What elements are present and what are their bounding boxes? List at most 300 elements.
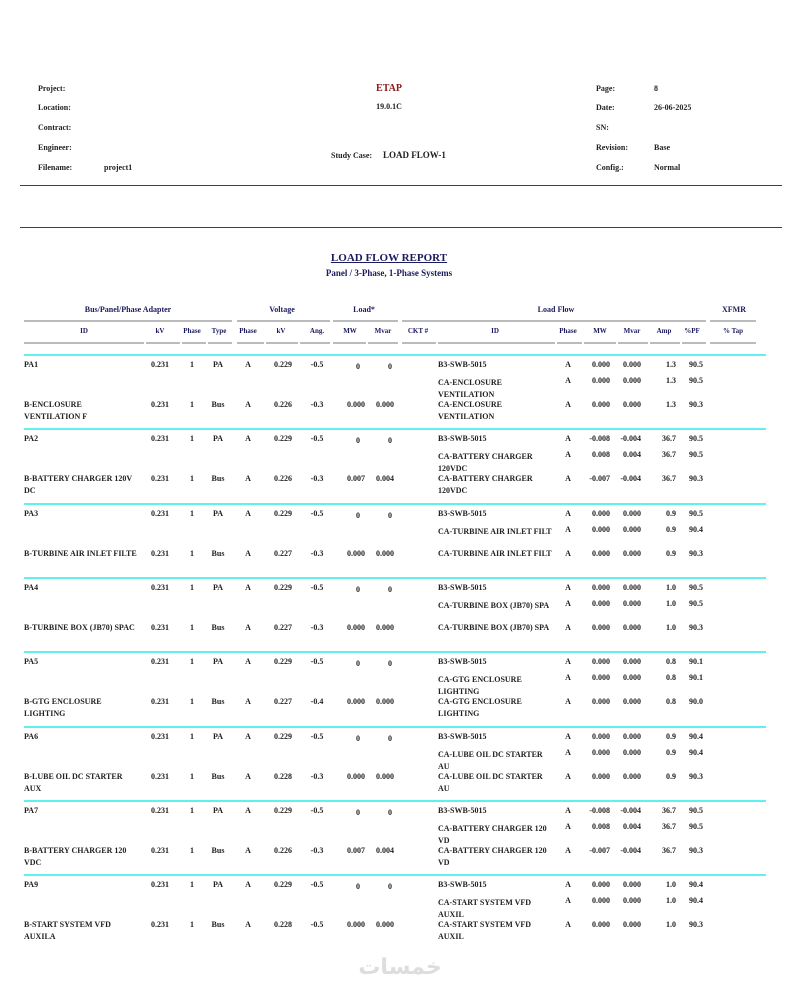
cell: 0	[356, 584, 360, 594]
column-header: ID	[491, 327, 499, 335]
cell: 0.000	[592, 376, 610, 385]
cell: 0.000	[592, 582, 610, 592]
report-subtitle: Panel / 3-Phase, 1-Phase Systems	[325, 268, 453, 278]
cell: 0.9	[666, 731, 676, 741]
cell: -0.007	[589, 474, 610, 484]
cell: 0.229	[274, 508, 292, 518]
cell: 90.5	[689, 508, 703, 518]
column-header: Ang.	[309, 327, 325, 335]
cell: 0.000	[376, 548, 394, 558]
cell: 0.000	[623, 657, 641, 667]
cell: 0.228	[274, 920, 292, 930]
cell: 0.000	[623, 920, 641, 930]
divider	[20, 185, 782, 186]
cell: 1.3	[666, 376, 676, 385]
cell: -0.5	[310, 508, 324, 518]
cell: 0	[388, 807, 392, 817]
cell: Bus	[211, 622, 225, 632]
cell: 90.5	[689, 805, 703, 815]
cell: A	[245, 434, 251, 444]
column-underline	[237, 342, 264, 344]
cell: 0.229	[274, 880, 292, 890]
column-underline	[710, 342, 756, 344]
cell: 1	[190, 622, 194, 632]
group-header: Load*	[353, 305, 375, 314]
cell: 36.7	[662, 845, 676, 855]
load-id: CA-BATTERY CHARGER 120 VD	[438, 823, 547, 845]
column-header: Mvar	[374, 327, 392, 335]
cell: A	[565, 673, 571, 683]
cell: 90.5	[689, 582, 703, 592]
cell: A	[565, 400, 571, 409]
cell: A	[565, 896, 571, 906]
cell: 90.5	[689, 360, 703, 369]
cell: 1	[190, 845, 194, 855]
cell: 0.000	[623, 697, 641, 707]
column-underline	[266, 342, 298, 344]
cell: 90.5	[689, 376, 703, 385]
block-separator	[24, 726, 766, 728]
cell: -0.5	[310, 731, 324, 741]
column-underline	[146, 342, 180, 344]
filename-label: Filename:	[38, 163, 73, 172]
cell: 0.000	[623, 582, 641, 592]
column-header: Mvar	[623, 327, 641, 335]
cell: A	[565, 598, 571, 608]
cell: 1	[190, 508, 194, 518]
app-version: 19.0.1C	[376, 102, 402, 111]
cell: 0.000	[623, 508, 641, 518]
cell: 1	[190, 360, 194, 369]
column-header: kV	[155, 327, 165, 335]
cell: 0.008	[592, 821, 610, 831]
cell: 0.000	[592, 400, 610, 409]
cell: 0	[356, 807, 360, 817]
block-separator	[24, 354, 766, 356]
cell: -0.008	[589, 434, 610, 444]
column-header: Phase	[183, 327, 201, 335]
load-id: CA-GTG ENCLOSURE LIGHTING	[438, 675, 522, 697]
cell: -0.004	[620, 805, 641, 815]
cell: -0.004	[620, 474, 641, 484]
bus-id: B-START SYSTEM VFD AUXILA	[24, 920, 111, 942]
cell: 0.226	[274, 400, 292, 409]
bus-id: B-TURBINE AIR INLET FILTE	[24, 548, 137, 558]
cell: 90.0	[689, 697, 703, 707]
cell: 0.000	[592, 548, 610, 558]
cell: 0.231	[151, 920, 169, 930]
column-header: kV	[276, 327, 286, 335]
cell: -0.5	[310, 582, 324, 592]
cell: A	[245, 697, 251, 707]
cell: A	[565, 821, 571, 831]
cell: A	[245, 880, 251, 890]
cell: 0	[356, 362, 360, 371]
cell: A	[565, 747, 571, 757]
cell: PA	[212, 805, 224, 815]
cell: 0.9	[666, 508, 676, 518]
cell: A	[565, 880, 571, 890]
cell: 90.4	[689, 747, 703, 757]
cell: 0.004	[376, 474, 394, 484]
group-header: XFMR	[722, 305, 746, 314]
load-id: CA-ENCLOSURE VENTILATION	[438, 378, 503, 399]
cell: 0.229	[274, 731, 292, 741]
cell: A	[565, 508, 571, 518]
cell: 0.9	[666, 548, 676, 558]
cell: A	[245, 622, 251, 632]
cell: 0.231	[151, 582, 169, 592]
block-separator	[24, 503, 766, 505]
feeder-id: B3-SWB-5015	[438, 880, 487, 890]
cell: 0	[388, 882, 392, 892]
cell: 0.231	[151, 731, 169, 741]
cell: 0.227	[274, 697, 292, 707]
column-underline	[682, 342, 706, 344]
cell: A	[565, 376, 571, 385]
column-header: CKT #	[407, 327, 429, 335]
cell: A	[565, 697, 571, 707]
cell: 90.3	[689, 845, 703, 855]
bus-id: B-GTG ENCLOSURE LIGHTING	[24, 697, 102, 719]
column-header: MW	[343, 327, 357, 335]
cell: 36.7	[662, 434, 676, 444]
cell: 0.000	[347, 771, 365, 781]
cell: -0.004	[620, 434, 641, 444]
page-label: Page:	[596, 84, 616, 93]
location-label: Location:	[38, 103, 71, 112]
cell: 0.008	[592, 450, 610, 460]
cell: -0.3	[310, 474, 324, 484]
block-separator	[24, 428, 766, 430]
cell: 1	[190, 731, 194, 741]
cell: PA	[212, 434, 224, 444]
cell: 1.3	[666, 400, 676, 409]
config-label: Config.:	[596, 163, 624, 172]
cell: 0.004	[623, 450, 641, 460]
load-id: CA-BATTERY CHARGER 120VDC	[438, 474, 533, 496]
panel-id: PA6	[24, 731, 39, 741]
load-id: CA-LUBE OIL DC STARTER AU	[438, 749, 543, 771]
cell: 0.231	[151, 548, 169, 558]
cell: 0.000	[592, 697, 610, 707]
cell: 90.4	[689, 524, 703, 534]
load-id: CA-TURBINE AIR INLET FILT	[438, 548, 552, 558]
load-id: CA-START SYSTEM VFD AUXIL	[438, 898, 532, 920]
cell: 1	[190, 548, 194, 558]
cell: 90.3	[689, 474, 703, 484]
group-underline	[402, 320, 706, 322]
cell: 0.231	[151, 434, 169, 444]
column-header: MW	[593, 327, 607, 335]
report-title: LOAD FLOW REPORT	[330, 252, 448, 264]
cell: Bus	[211, 845, 225, 855]
cell: -0.004	[620, 845, 641, 855]
column-header: Phase	[239, 327, 257, 335]
cell: 36.7	[662, 805, 676, 815]
column-header: Phase	[559, 327, 577, 335]
cell: A	[565, 771, 571, 781]
cell: 90.5	[689, 598, 703, 608]
cell: -0.008	[589, 805, 610, 815]
cell: 0.000	[376, 622, 394, 632]
cell: 0.231	[151, 474, 169, 484]
column-underline	[557, 342, 582, 344]
cell: A	[565, 731, 571, 741]
load-id: CA-GTG ENCLOSURE LIGHTING	[438, 697, 522, 719]
cell: 0	[356, 733, 360, 743]
cell: 0.004	[376, 845, 394, 855]
cell: 0.227	[274, 548, 292, 558]
cell: Bus	[211, 920, 225, 930]
cell: A	[565, 920, 571, 930]
panel-id: PA2	[24, 434, 39, 444]
block-separator	[24, 577, 766, 579]
cell: 1	[190, 434, 194, 444]
cell: 0.231	[151, 805, 169, 815]
cell: Bus	[211, 400, 225, 409]
group-header: Bus/Panel/Phase Adapter	[84, 305, 172, 314]
app-name: ETAP	[376, 83, 402, 94]
cell: 36.7	[662, 450, 676, 460]
cell: -0.3	[310, 622, 324, 632]
column-underline	[24, 342, 144, 344]
cell: 0.000	[376, 400, 394, 409]
cell: A	[245, 582, 251, 592]
cell: -0.4	[310, 697, 324, 707]
cell: 90.5	[689, 821, 703, 831]
cell: 0.226	[274, 474, 292, 484]
date-value: 26-06-2025	[654, 103, 692, 112]
revision-value: Base	[654, 143, 670, 152]
cell: 0.231	[151, 622, 169, 632]
cell: 0.229	[274, 582, 292, 592]
cell: A	[565, 524, 571, 534]
cell: 0	[388, 584, 392, 594]
cell: 0.004	[623, 821, 641, 831]
column-underline	[333, 342, 366, 344]
cell: A	[245, 548, 251, 558]
cell: A	[565, 657, 571, 667]
column-header: Amp	[656, 327, 672, 335]
cell: 0	[388, 436, 392, 446]
cell: 90.3	[689, 920, 703, 930]
cell: 0.231	[151, 697, 169, 707]
cell: 0.000	[592, 657, 610, 667]
cell: 36.7	[662, 474, 676, 484]
cell: 0.000	[347, 400, 365, 409]
cell: A	[245, 845, 251, 855]
block-separator	[24, 651, 766, 653]
cell: 1	[190, 400, 194, 409]
block-separator	[24, 874, 766, 876]
feeder-id: B3-SWB-5015	[438, 434, 487, 444]
cell: 0.229	[274, 434, 292, 444]
cell: A	[245, 771, 251, 781]
cell: A	[245, 657, 251, 667]
cell: -0.5	[310, 434, 324, 444]
cell: 0.8	[666, 657, 676, 667]
cell: 0.9	[666, 524, 676, 534]
feeder-id: B3-SWB-5015	[438, 805, 487, 815]
cell: 1	[190, 771, 194, 781]
cell: 0.000	[592, 622, 610, 632]
bus-id: B-BATTERY CHARGER 120V DC	[24, 474, 133, 496]
cell: 90.1	[689, 673, 703, 683]
cell: Bus	[211, 697, 225, 707]
config-value: Normal	[654, 163, 681, 172]
bus-id: B-LUBE OIL DC STARTER AUX	[24, 771, 123, 793]
panel-id: PA7	[24, 805, 39, 815]
cell: 0.226	[274, 845, 292, 855]
cell: 90.4	[689, 731, 703, 741]
cell: -0.5	[310, 805, 324, 815]
column-underline	[368, 342, 398, 344]
cell: -0.3	[310, 845, 324, 855]
page-value: 8	[654, 84, 658, 93]
panel-id: PA5	[24, 657, 39, 667]
cell: 0.000	[592, 598, 610, 608]
cell: 0	[356, 436, 360, 446]
cell: 0.000	[592, 920, 610, 930]
cell: 0	[356, 882, 360, 892]
cell: 1.0	[666, 598, 676, 608]
study-case-label: Study Case:	[331, 151, 373, 160]
cell: A	[565, 582, 571, 592]
cell: 1.3	[666, 360, 676, 369]
cell: 0.000	[623, 896, 641, 906]
bus-id: B-BATTERY CHARGER 120 VDC	[24, 845, 127, 867]
cell: -0.5	[310, 360, 324, 369]
cell: 0.007	[347, 845, 365, 855]
cell: 0.000	[623, 548, 641, 558]
study-case-value: LOAD FLOW-1	[383, 150, 446, 160]
divider	[20, 227, 782, 228]
cell: A	[245, 474, 251, 484]
cell: 90.5	[689, 450, 703, 460]
feeder-id: B3-SWB-5015	[438, 508, 487, 518]
cell: A	[565, 548, 571, 558]
cell: 0.000	[623, 360, 641, 369]
cell: 0.000	[623, 376, 641, 385]
cell: 0.000	[623, 622, 641, 632]
feeder-id: B3-SWB-5015	[438, 360, 487, 369]
cell: 0.000	[347, 697, 365, 707]
cell: 90.4	[689, 880, 703, 890]
cell: 0.8	[666, 697, 676, 707]
cell: 90.3	[689, 622, 703, 632]
cell: 1.0	[666, 880, 676, 890]
column-header: %PF	[684, 327, 700, 335]
cell: 90.4	[689, 896, 703, 906]
cell: A	[565, 360, 571, 369]
cell: 0.000	[592, 524, 610, 534]
cell: 0.000	[592, 896, 610, 906]
cell: 0.9	[666, 771, 676, 781]
cell: 0.000	[592, 731, 610, 741]
group-underline	[24, 320, 232, 322]
cell: 0.000	[347, 548, 365, 558]
load-id: CA-START SYSTEM VFD AUXIL	[438, 920, 532, 942]
cell: A	[245, 731, 251, 741]
cell: -0.3	[310, 548, 324, 558]
column-header: % Tap	[722, 327, 744, 335]
column-underline	[402, 342, 436, 344]
cell: -0.5	[310, 920, 324, 930]
cell: 0	[388, 362, 392, 371]
cell: Bus	[211, 548, 225, 558]
cell: 0	[356, 659, 360, 669]
cell: 0.229	[274, 360, 292, 369]
cell: 0.000	[623, 673, 641, 683]
cell: Bus	[211, 771, 225, 781]
feeder-id: B3-SWB-5015	[438, 657, 487, 667]
column-underline	[182, 342, 206, 344]
cell: 0.000	[623, 880, 641, 890]
cell: PA	[212, 508, 224, 518]
cell: 0.000	[592, 360, 610, 369]
load-id: CA-ENCLOSURE VENTILATION	[438, 400, 503, 421]
column-underline	[438, 342, 555, 344]
load-id: CA-BATTERY CHARGER 120 VD	[438, 845, 547, 867]
cell: 1.0	[666, 896, 676, 906]
bus-id: B-ENCLOSURE VENTILATION F	[24, 400, 88, 421]
load-id: CA-TURBINE AIR INLET FILT	[438, 526, 552, 536]
cell: 0.000	[623, 524, 641, 534]
cell: 0.231	[151, 657, 169, 667]
cell: 1	[190, 920, 194, 930]
cell: 1	[190, 880, 194, 890]
cell: 0.000	[592, 771, 610, 781]
watermark: خمسات	[358, 955, 442, 980]
cell: A	[245, 360, 251, 369]
cell: 0.000	[623, 731, 641, 741]
cell: 0.000	[592, 673, 610, 683]
cell: 1.0	[666, 582, 676, 592]
cell: 0.231	[151, 771, 169, 781]
cell: A	[245, 805, 251, 815]
panel-id: PA3	[24, 508, 39, 518]
bus-id: B-TURBINE BOX (JB70) SPAC	[24, 622, 135, 632]
group-header: Voltage	[269, 305, 295, 314]
cell: 0.231	[151, 880, 169, 890]
cell: 0.000	[376, 697, 394, 707]
cell: 0.229	[274, 805, 292, 815]
cell: PA	[212, 731, 224, 741]
feeder-id: B3-SWB-5015	[438, 582, 487, 592]
cell: A	[245, 508, 251, 518]
cell: Bus	[211, 474, 225, 484]
cell: 1	[190, 697, 194, 707]
cell: 0.229	[274, 657, 292, 667]
column-header: Type	[211, 327, 227, 335]
cell: 0.000	[347, 920, 365, 930]
project-label: Project:	[38, 84, 66, 93]
load-id: CA-TURBINE BOX (JB70) SPA	[438, 622, 550, 632]
cell: 0.000	[376, 771, 394, 781]
cell: 0.227	[274, 622, 292, 632]
cell: A	[565, 622, 571, 632]
cell: A	[565, 434, 571, 444]
group-header: Load Flow	[537, 305, 575, 314]
group-underline	[710, 320, 756, 322]
cell: 90.3	[689, 771, 703, 781]
column-header: ID	[80, 327, 88, 335]
cell: 0.228	[274, 771, 292, 781]
cell: A	[565, 474, 571, 484]
cell: 0.000	[376, 920, 394, 930]
feeder-id: B3-SWB-5015	[438, 731, 487, 741]
